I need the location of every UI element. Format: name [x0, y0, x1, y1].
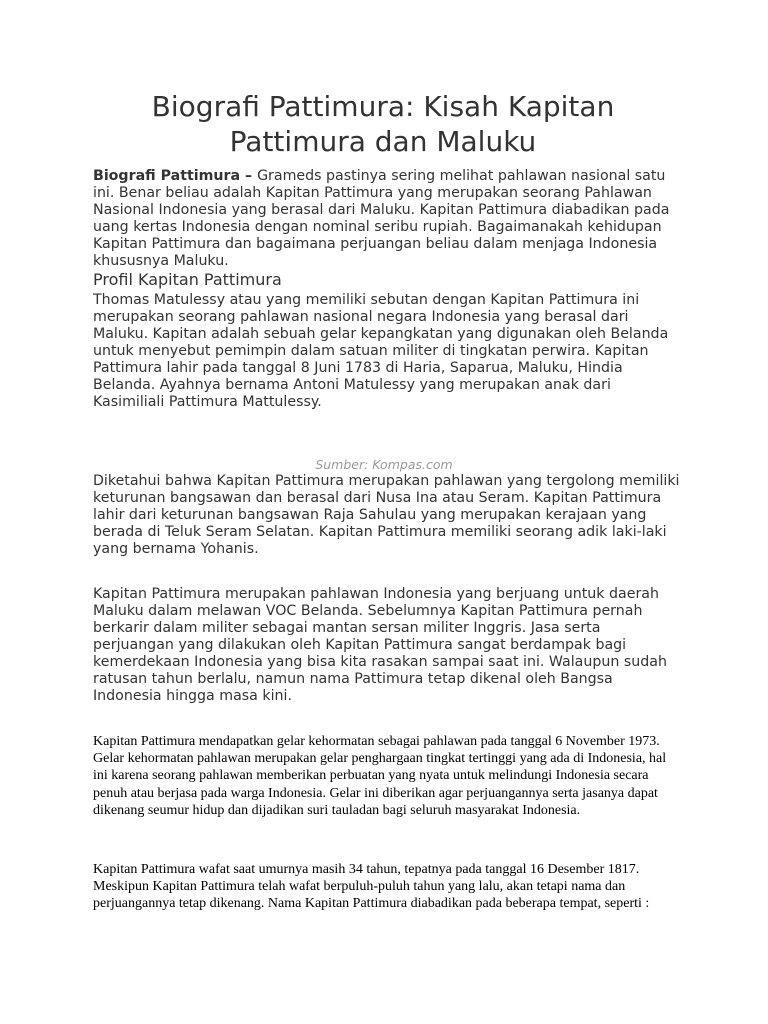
intro-text: Grameds pastinya sering melihat pahlawan nasional satu ini. Benar beliau adalah Kapitan Pattimura yang merupakan seorang Pahlawan Nasional Indonesia yang berasal dari Maluku. Kapitan Pattimura diabadikan pada uang kertas Indonesia dengan nominal seribu rupiah. Bagaimanakah kehidupan Kapitan Pattimura dan bagaimana perjuangan beliau dalam menjaga Indonesia khususnya Maluku.	[93, 168, 670, 269]
profile-paragraph: Thomas Matulessy atau yang memiliki sebutan dengan Kapitan Pattimura ini merupakan seorang pahlawan nasional negara Indonesia yang berasal dari Maluku. Kapitan adalah sebuah gelar kepangkatan yang digunakan oleh Belanda untuk menyebut pemimpin dalam satuan militer di tingkatan perwira. Kapitan Pattimura lahir pada tanggal 8 Juni 1783 di Haria, Saparua, Maluku, Hindia Belanda. Ayahnya bernama Antoni Matulessy yang merupakan anak dari Kasimiliali Pattimura Mattulessy.	[93, 292, 669, 410]
ancestry-paragraph: Diketahui bahwa Kapitan Pattimura merupakan pahlawan yang tergolong memiliki keturunan bangsawan dan berasal dari Nusa Ina atau Seram. Kapitan Pattimura lahir dari keturunan bangsawan Raja Sahulau yang merupakan kerajaan yang berada di Teluk Seram Selatan. Kapitan Pattimura memiliki seorang adik laki-laki yang bernama Yohanis.	[93, 473, 680, 557]
image-caption: Sumber: Kompas.com	[315, 457, 453, 472]
struggle-paragraph: Kapitan Pattimura merupakan pahlawan Indonesia yang berjuang untuk daerah Maluku dalam melawan VOC Belanda. Sebelumnya Kapitan Pattimura pernah berkarir dalam militer sebagai mantan sersan militer Inggris. Jasa serta perjuangan yang dilakukan oleh Kapitan Pattimura sangat berdampak bagi kemerdekaan Indonesia yang bisa kita rasakan sampai saat ini. Walaupun sudah ratusan tahun berlalu, namun nama Pattimura tetap dikenal oleh Bangsa Indonesia hingga masa kini.	[93, 586, 667, 704]
intro-lead: Biografi Pattimura –	[93, 168, 258, 184]
death-paragraph: Kapitan Pattimura wafat saat umurnya masih 34 tahun, tepatnya pada tanggal 16 Desember 1817. Meskipun Kapitan Pattimura telah wafat berpuluh-puluh tahun yang lalu, akan tetapi nama dan perjuangannya tetap dikenang. Nama Kapitan Pattimura diabadikan pada beberapa tempat, seperti :	[93, 862, 650, 912]
page-title: Biografi Pattimura: Kisah Kapitan Pattimura dan Maluku	[151, 90, 615, 158]
honor-paragraph: Kapitan Pattimura mendapatkan gelar kehormatan sebagai pahlawan pada tanggal 6 November 1973. Gelar kehormatan pahlawan merupakan gelar penghargaan tingkat tertinggi yang ada di Indonesia, hal ini karena seorang pahlawan memberikan perbuatan yang nyata untuk melindungi Indonesia secara penuh atau berjasa pada warga Indonesia. Gelar ini diberikan agar perjuangannya serta jasanya dapat dikenang seumur hidup dan dijadikan suri tauladan bagi seluruh masyarakat Indonesia.	[93, 734, 667, 818]
intro-paragraph	[93, 168, 683, 270]
section-heading: Profil Kapitan Pattimura	[93, 270, 282, 289]
